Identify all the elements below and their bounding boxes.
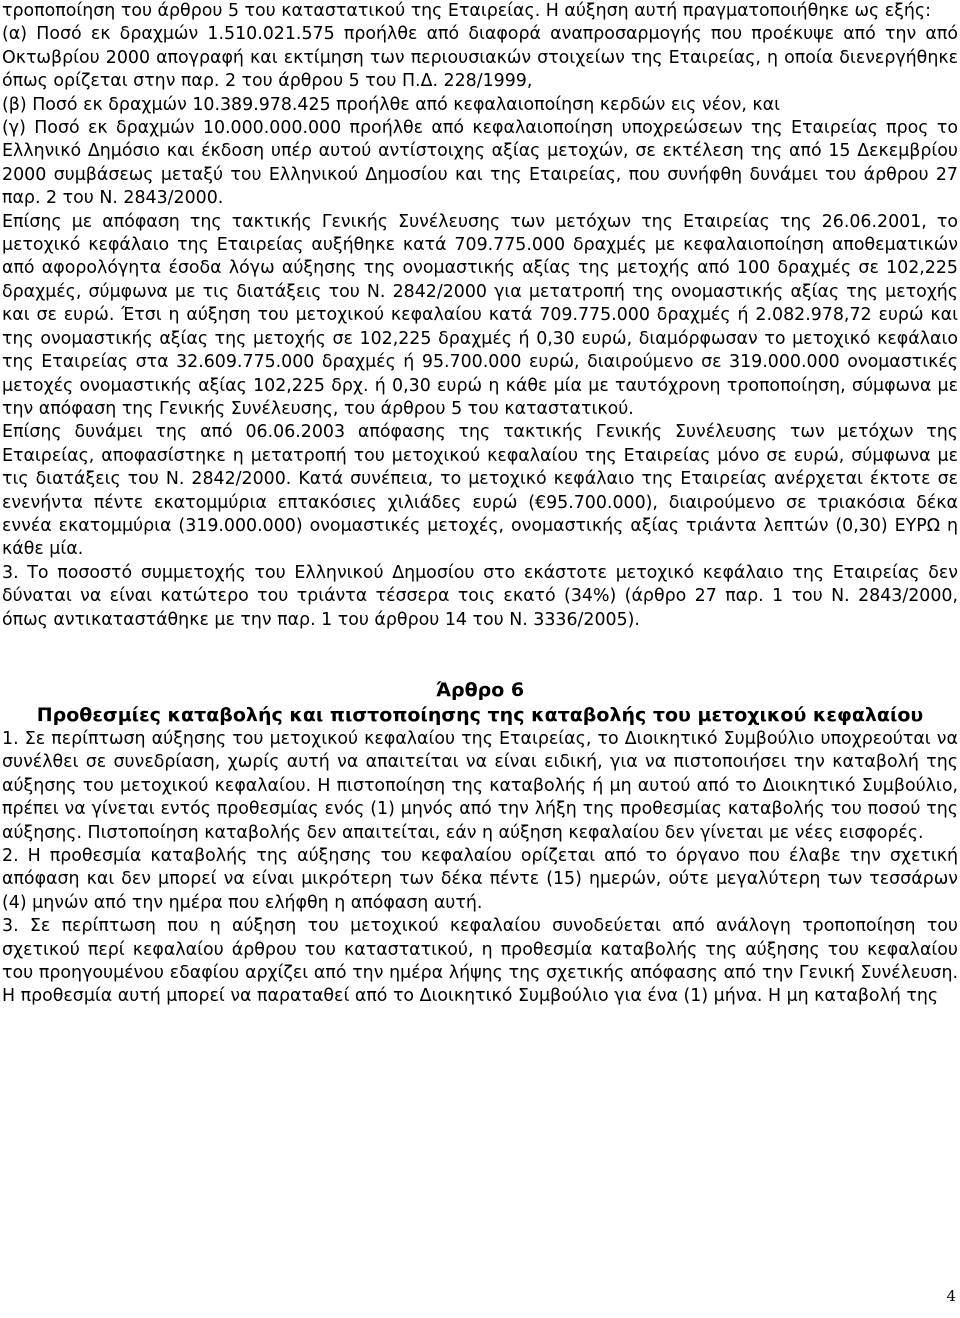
- paragraph-item-c: (γ) Ποσό εκ δραχμών 10.000.000.000 προήλθε από κεφαλαιοποίηση υποχρεώσεων της Εταιρείας προς το Ελληνικό Δημόσιο και έκδοση υπέρ αυτού αντίστοιχης αξίας μετοχών, σε εκτέλεση της από 15 Δεκεμβρίου 2000 συμβάσεως μεταξύ του Ελληνικού Δημοσίου και της Εταιρείας, που συνήφθη δυνάμει του άρθρου 27 παρ. 2 του Ν. 2843/2000.: [2, 118, 958, 209]
- article-subtitle: Προθεσμίες καταβολής και πιστοποίησης της καταβολής του μετοχικού κεφαλαίου: [36, 703, 924, 726]
- page-number: 4: [946, 1287, 956, 1305]
- document-body: [2, 0, 958, 1009]
- section-spacer: [2, 632, 958, 678]
- article-title: Άρθρο 6: [435, 678, 525, 701]
- paragraph-article6-3: 3. Σε περίπτωση που η αύξηση του μετοχικού κεφαλαίου συνοδεύεται από ανάλογη τροποποίηση του σχετικού περί κεφαλαίου άρθρου του καταστατικού, η προθεσμία καταβολής της αύξησης του κεφαλαίου του προηγουμένου εδαφίου αρχίζει από την ημέρα λήψης της σχετικής απόφασης από την Γενική Συνέλευση. Η προθεσμία αυτή μπορεί να παραταθεί από το Διοικητικό Συμβούλιο για ένα (1) μήνα. Η μη καταβολή της: [2, 916, 958, 1007]
- paragraph-state-participation: 3. Το ποσοστό συμμετοχής του Ελληνικού Δημοσίου στο εκάστοτε μετοχικό κεφάλαιο της Εταιρείας δεν δύναται να είναι κατώτερο του τριάντα τέσσερα τοις εκατό (34%) (άρθρο 27 παρ. 1 του Ν. 2843/2000, όπως αντικαταστάθηκε με την παρ. 1 του άρθρου 14 του Ν. 3336/2005).: [2, 562, 958, 630]
- paragraph-euro-conversion-2003: Επίσης δυνάμει της από 06.06.2003 απόφασης της τακτικής Γενικής Συνέλευσης των μετόχων της Εταιρείας, αποφασίστηκε η μετατροπή του μετοχικού κεφαλαίου της Εταιρείας μόνο σε ευρώ, σύμφωνα με τις διατάξεις του Ν. 2842/2000. Κατά συνέπεια, το μετοχικό κεφάλαιο της Εταιρείας ανέρχεται έκτοτε σε ενενήντα πέντε εκατομμύρια επτακόσιες χιλιάδες ευρώ (€95.700.000), διαιρούμενο σε τριακόσια δέκα εννέα εκατομμύρια (319.000.000) ονομαστικές μετοχές, ονομαστικής αξίας τριάντα λεπτών (0,30) ΕΥΡΩ η κάθε μία.: [2, 422, 958, 560]
- paragraph-article6-1: 1. Σε περίπτωση αύξησης του μετοχικού κεφαλαίου της Εταιρείας, το Διοικητικό Συμβούλιο υποχρεούται να συνέλθει σε συνεδρίαση, χωρίς αυτή να απαιτείται να είναι ειδική, για να πιστοποιήσει την καταβολή της αύξησης του μετοχικού κεφαλαίου. Η πιστοποίηση της καταβολής ή μη αυτού από το Διοικητικό Συμβούλιο, πρέπει να γίνεται εντός προθεσμίας ενός (1) μηνός από την λήξη της προθεσμίας καταβολής του ποσού της αύξησης. Πιστοποίηση καταβολής δεν απαιτείται, εάν η αύξηση κεφαλαίου δεν γίνεται με νέες εισφορές.: [2, 728, 958, 843]
- paragraph-item-a: (α) Ποσό εκ δραχμών 1.510.021.575 προήλθε από διαφορά αναπροσαρμογής που προέκυψε από την από Οκτωβρίου 2000 απογραφή και εκτίμηση των περιουσιακών στοιχείων της Εταιρείας, η οποία διενεργήθηκε όπως ορίζεται στην παρ. 2 του άρθρου 5 του Π.Δ. 228/1999,: [2, 24, 958, 92]
- paragraph-intro: τροποποίηση του άρθρου 5 του καταστατικού της Εταιρείας. Η αύξηση αυτή πραγματοποιήθηκε ως εξής:: [2, 1, 931, 21]
- paragraph-capital-increase-2001: Επίσης με απόφαση της τακτικής Γενικής Συνέλευσης των μετόχων της Εταιρείας της 26.06.2001, το μετοχικό κεφάλαιο της Εταιρείας αυξήθηκε κατά 709.775.000 δραχμές με κεφαλαιοποίηση αποθεματικών από αφορολόγητα έσοδα λόγω αύξησης της ονομαστικής αξίας της μετοχής από 100 δραχμές σε 102,225 δραχμές, σύμφωνα με τις διατάξεις του Ν. 2842/2000 για μετατροπή της ονομαστικής αξίας της μετοχής και σε ευρώ. Έτσι η αύξηση του μετοχικού κεφαλαίου κατά 709.775.000 δραχμές ή 2.082.978,72 ευρώ και της ονομαστικής αξίας της μετοχής σε 102,225 δραχμές ή 0,30 ευρώ, διαμόρφωσαν το μετοχικό κεφάλαιο της Εταιρείας στα 32.609.775.000 δραχμές ή 95.700.000 ευρώ, διαιρούμενο σε 319.000.000 ονομαστικές μετοχές ονομαστικής αξίας 102,225 δρχ. ή 0,30 ευρώ η κάθε μία με ταυτόχρονη τροποποίηση, σύμφωνα με την απόφαση της Γενικής Συνέλευσης, του άρθρου 5 του καταστατικού.: [2, 211, 958, 419]
- paragraph-item-b: (β) Ποσό εκ δραχμών 10.389.978.425 προήλθε από κεφαλαιοποίηση κερδών εις νέον, και: [2, 94, 781, 115]
- paragraph-article6-2: 2. Η προθεσμία καταβολής της αύξησης του κεφαλαίου ορίζεται από το όργανο που έλαβε την σχετική απόφαση και δεν μπορεί να είναι μικρότερη των δέκα πέντε (15) ημερών, ούτε μεγαλύτερη των τεσσάρων (4) μηνών από την ημέρα που ελήφθη η απόφαση αυτή.: [2, 846, 958, 913]
